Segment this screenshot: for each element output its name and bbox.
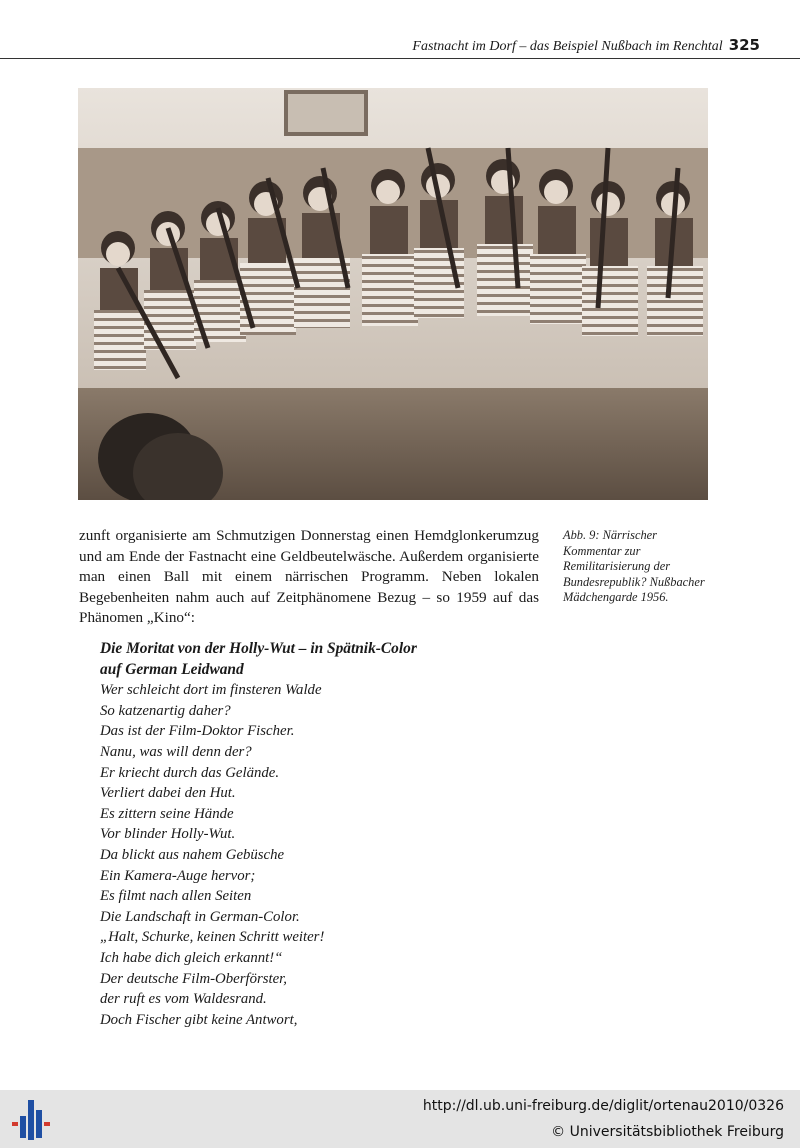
poem-line: Vor blinder Holly-Wut. — [100, 826, 236, 843]
body-paragraph — [79, 526, 539, 629]
poem-line: Da blickt aus nahem Gebüsche — [100, 846, 285, 863]
poem-line: Verliert dabei den Hut. — [100, 785, 236, 802]
paragraph-text: zunft organisierte am Schmutzigen Donnerstag einen Hemdglonkerumzug und am Ende der Fastnacht eine Geldbeutelwäsche. Außerdem organisierte man einen Ball mit einem närrischen Programm. Neben lokalen Begebenheiten nahm auch auf Zeitphänomene Bezug – so 1959 auf das Phänomen „Kino“: — [79, 527, 539, 627]
poem-line: Es zittern seine Hände — [100, 805, 234, 822]
copyright-notice: © Universitätsbibliothek Freiburg — [551, 1124, 784, 1140]
photo-of-girls-guard-icon — [78, 88, 708, 500]
header-rule — [0, 58, 800, 59]
repository-footer — [0, 1090, 800, 1148]
ub-freiburg-logo-icon — [12, 1098, 52, 1142]
poem-line: Nanu, was will denn der? — [100, 743, 252, 760]
poem-line: Er kriecht durch das Gelände. — [100, 764, 280, 781]
poem-title-line-1: Die Moritat von der Holly-Wut – in Spätnik-Color — [100, 640, 417, 657]
poem-line: Doch Fischer gibt keine Antwort, — [100, 1011, 298, 1028]
running-header — [0, 36, 760, 58]
permalink-url[interactable]: http://dl.ub.uni-freiburg.de/diglit/ortenau2010/0326 — [422, 1098, 784, 1114]
poem-line: Ein Kamera-Auge hervor; — [100, 867, 256, 884]
poem-line: Es filmt nach allen Seiten — [100, 888, 252, 905]
historic-photo — [78, 88, 708, 500]
poem-title-line-2: auf German Leidwand — [100, 660, 244, 678]
page-number: 325 — [728, 36, 760, 54]
poem-line: Wer schleicht dort im finsteren Walde — [100, 682, 322, 699]
poem-line: Die Landschaft in German-Color. — [100, 908, 300, 925]
poem-line: „Halt, Schurke, keinen Schritt weiter! — [100, 929, 325, 946]
poem-line: Das ist der Film-Doktor Fischer. — [100, 723, 295, 740]
running-title: Fastnacht im Dorf – das Beispiel Nußbach im Renchtal — [412, 39, 723, 54]
poem-line: So katzenartig daher? — [100, 702, 231, 719]
poem-line: Der deutsche Film-Oberförster, — [100, 970, 287, 987]
figure-caption: Abb. 9: Närrischer Kommentar zur Remilitarisierung der Bundesrepublik? Nußbacher Mädchengarde 1956. — [563, 528, 705, 605]
poem-line: Ich habe dich gleich erkannt!“ — [100, 949, 283, 966]
poem-line: der ruft es vom Waldesrand. — [100, 991, 267, 1008]
poem — [100, 639, 540, 1030]
